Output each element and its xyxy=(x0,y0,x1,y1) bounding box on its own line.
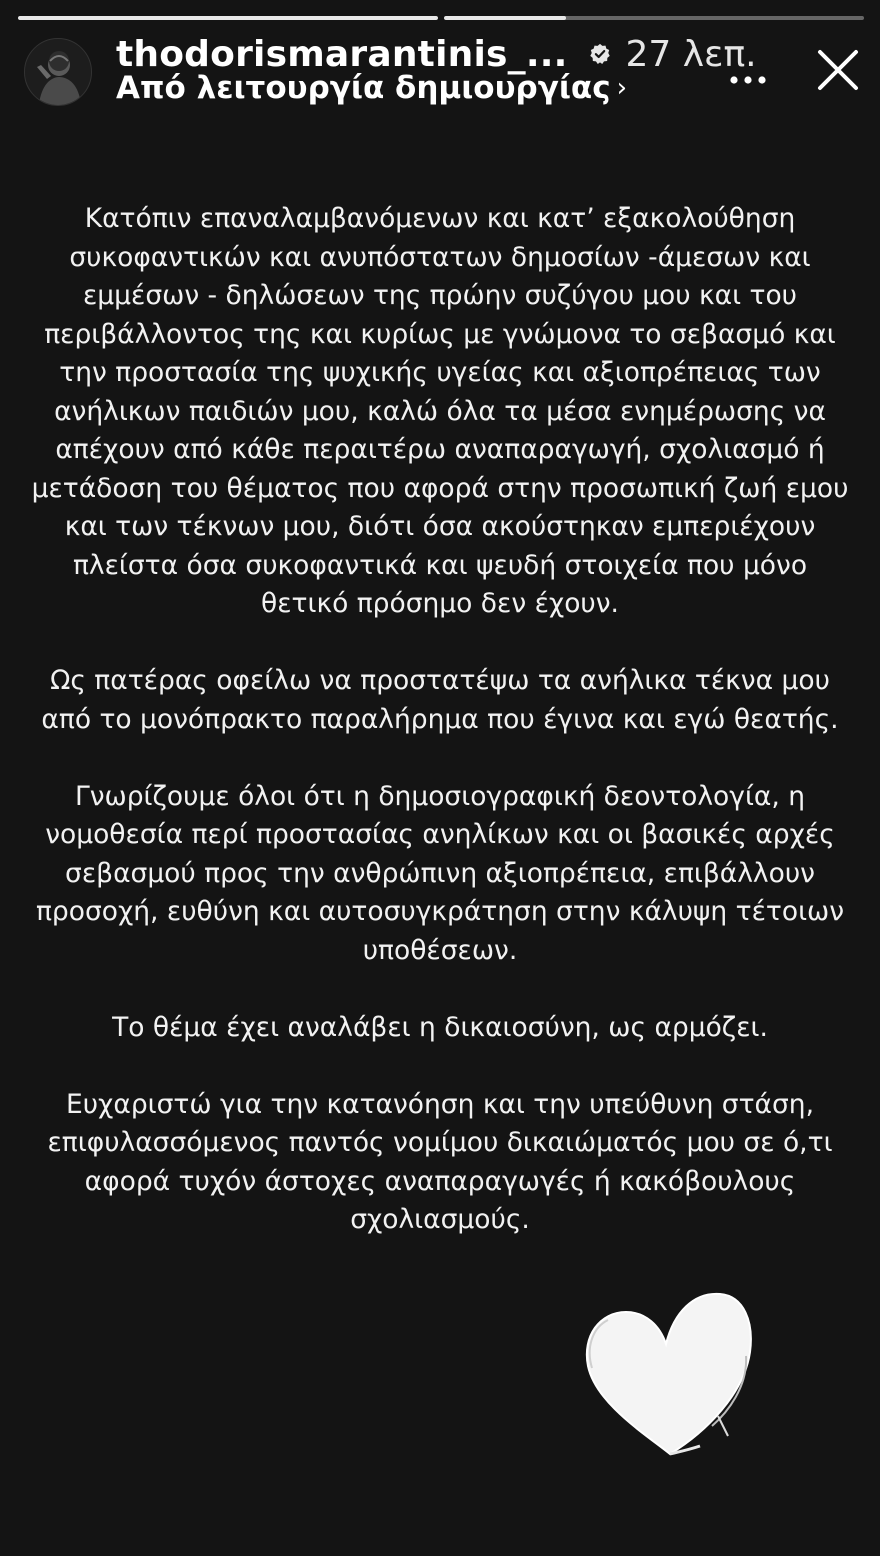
text-line: Το θέμα έχει αναλάβει η δικαιοσύνη, ως αρμόζει. xyxy=(112,1011,768,1043)
heart-sticker[interactable] xyxy=(578,1286,758,1466)
story-header xyxy=(24,34,860,106)
text-line: σεβασμού προς την ανθρώπινη αξιοπρέπεια, επιβάλλουν xyxy=(65,857,815,889)
username[interactable]: thodorismarantinis_... xyxy=(116,33,568,75)
username-row xyxy=(116,33,757,75)
post-time: 27 λεπ. xyxy=(625,33,757,75)
text-line: απέχουν από κάθε περαιτέρω αναπαραγωγή, σχολιασμό ή xyxy=(55,434,825,465)
text-line: επιφυλασσόμενος παντός νομίμου δικαιώματός μου σε ό,τι xyxy=(47,1127,833,1158)
paragraph-5 xyxy=(0,1086,880,1240)
text-line: προσοχή, ευθύνη και αυτοσυγκράτηση στην κάλυψη τέτοιων xyxy=(35,896,845,927)
text-line: περιβάλλοντος της και κυρίως με γνώμονα το σεβασμό και xyxy=(44,318,836,350)
paragraph-4 xyxy=(0,1009,880,1048)
heart-icon xyxy=(578,1286,758,1466)
text-line: νομοθεσία περί προστασίας ανηλίκων και οι βασικές αρχές xyxy=(45,819,835,850)
verified-badge-icon xyxy=(589,43,611,65)
text-line: ανήλικων παιδιών μου, καλώ όλα τα μέσα ενημέρωσης να xyxy=(54,395,826,427)
text-line: Γνωρίζουμε όλοι ότι η δημοσιογραφική δεοντολογία, η xyxy=(74,780,806,812)
chevron-right-icon: › xyxy=(616,73,627,103)
header-text xyxy=(116,33,757,106)
story-text-content xyxy=(0,200,880,1278)
text-line: υποθέσεων. xyxy=(362,934,518,966)
text-line: αφορά τυχόν άστοχες αναπαραγωγές ή κακόβουλους xyxy=(84,1165,796,1197)
avatar[interactable] xyxy=(24,38,92,106)
text-line: Ως πατέρας οφείλω να προστατέψω τα ανήλικα τέκνα μου xyxy=(50,665,830,696)
paragraph-3 xyxy=(0,778,880,971)
text-line: πλείστα όσα συκοφαντικά και ψευδή στοιχεία που μόνο xyxy=(72,549,808,581)
progress-fill-1 xyxy=(18,16,438,20)
text-line: και των τέκνων μου, διότι όσα ακούστηκαν εμπεριέχουν xyxy=(64,511,816,542)
more-dots-icon xyxy=(724,46,774,86)
story-progress-bar xyxy=(18,16,864,20)
text-line: σχολιασμούς. xyxy=(350,1204,530,1235)
paragraph-1 xyxy=(0,200,880,624)
progress-segment-1 xyxy=(18,16,438,20)
progress-fill-2 xyxy=(444,16,566,20)
more-options-button[interactable] xyxy=(724,46,774,86)
text-line: συκοφαντικών και ανυπόστατων δημοσίων -άμεσων και xyxy=(69,241,811,273)
close-icon xyxy=(816,48,860,92)
text-line: Ευχαριστώ για την κατανόηση και την υπεύθυνη στάση, xyxy=(65,1088,815,1120)
text-line: εμμέσων - δηλώσεων της πρώην συζύγου μου και του xyxy=(82,280,798,311)
close-button[interactable] xyxy=(816,48,860,92)
text-line: θετικό πρόσημο δεν έχουν. xyxy=(261,588,619,619)
creation-mode-label: Από λειτουργία δημιουργίας xyxy=(116,70,611,106)
text-line: από το μονόπρακτο παραλήρημα που έγινα και εγώ θεατής. xyxy=(41,703,839,735)
progress-segment-2 xyxy=(444,16,864,20)
avatar-image xyxy=(25,39,91,105)
text-line: μετάδοση του θέματος που αφορά στην προσωπική ζωή εμου xyxy=(31,472,849,504)
text-line: την προστασία της ψυχικής υγείας και αξιοπρέπειας των xyxy=(59,357,821,388)
paragraph-2 xyxy=(0,662,880,739)
text-line: Κατόπιν επαναλαμβανόμενων και κατ’ εξακολούθηση xyxy=(84,203,796,234)
creation-mode-link[interactable] xyxy=(116,70,740,106)
